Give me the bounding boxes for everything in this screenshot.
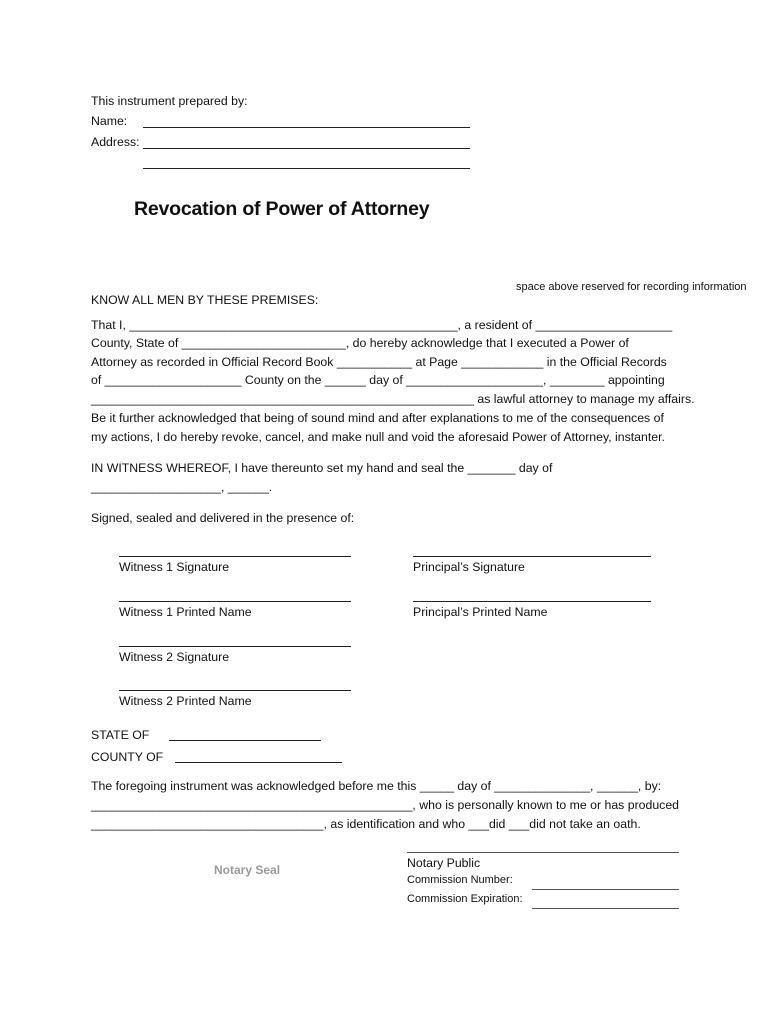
body-line: Attorney as recorded in Official Record Book ___________ at Page ____________ in the Official Records — [91, 355, 667, 369]
document-title: Revocation of Power of Attorney — [134, 198, 430, 220]
witness2-printed-label: Witness 2 Printed Name — [119, 694, 252, 708]
witness-whereof-line: IN WITNESS WHEREOF, I have thereunto set my hand and seal the _______ day of — [91, 461, 553, 475]
body-line: County, State of ________________________, do hereby acknowledge that I executed a Power of — [91, 336, 629, 350]
witness1-printed-label: Witness 1 Printed Name — [119, 605, 252, 619]
name-field[interactable] — [143, 127, 470, 128]
body-line: my actions, I do hereby revoke, cancel, and make null and void the aforesaid Power of Attorney, instanter. — [91, 430, 665, 444]
signed-sealed-text: Signed, sealed and delivered in the presence of: — [91, 511, 355, 525]
prepared-by-label: This instrument prepared by: — [91, 94, 248, 108]
commission-number-label: Commission Number: — [407, 874, 513, 886]
address-field-line-2[interactable] — [143, 168, 470, 169]
notary-public-label: Notary Public — [407, 856, 481, 870]
witness1-signature-label: Witness 1 Signature — [119, 560, 230, 574]
witness1-signature-line[interactable] — [119, 556, 351, 557]
commission-expiration-label: Commission Expiration: — [407, 893, 523, 905]
state-of-field[interactable] — [169, 740, 321, 741]
principal-signature-line[interactable] — [413, 556, 651, 557]
ack-line: _______________________________________________, who is personally known to me or has produced — [91, 798, 680, 812]
body-line: Be it further acknowledged that being of sound mind and after explanations to me of the consequences of — [91, 411, 664, 425]
premises-heading: KNOW ALL MEN BY THESE PREMISES: — [91, 293, 319, 307]
witness2-signature-label: Witness 2 Signature — [119, 650, 230, 664]
commission-number-field[interactable] — [532, 889, 679, 890]
witness2-printed-line[interactable] — [119, 690, 351, 691]
principal-printed-line[interactable] — [413, 601, 651, 602]
notary-seal-placeholder: Notary Seal — [214, 863, 281, 877]
address-label: Address: — [91, 135, 140, 149]
principal-printed-label: Principal’s Printed Name — [413, 605, 548, 619]
principal-signature-label: Principal’s Signature — [413, 560, 525, 574]
body-line: ________________________________________________________ as lawful attorney to manage my affairs. — [91, 392, 695, 406]
recording-note: space above reserved for recording information — [516, 281, 747, 293]
state-of-label: STATE OF — [91, 728, 150, 742]
notary-signature-line[interactable] — [407, 852, 679, 853]
body-line: of ____________________ County on the ______ day of ____________________, ________ appointing — [91, 373, 665, 387]
name-label: Name: — [91, 114, 128, 128]
body-line: That I, ________________________________________________, a resident of ____________________ — [91, 318, 673, 332]
witness-whereof-date-line: ___________________, ______. — [91, 480, 273, 494]
witness1-printed-line[interactable] — [119, 601, 351, 602]
witness2-signature-line[interactable] — [119, 646, 351, 647]
ack-line: __________________________________, as identification and who ___did ___did not take an oath. — [91, 817, 641, 831]
county-of-field[interactable] — [175, 762, 342, 763]
address-field-line-1[interactable] — [143, 148, 470, 149]
ack-line: The foregoing instrument was acknowledged before me this _____ day of ______________, ______, by: — [91, 779, 662, 793]
county-of-label: COUNTY OF — [91, 750, 164, 764]
commission-expiration-field[interactable] — [532, 908, 679, 909]
